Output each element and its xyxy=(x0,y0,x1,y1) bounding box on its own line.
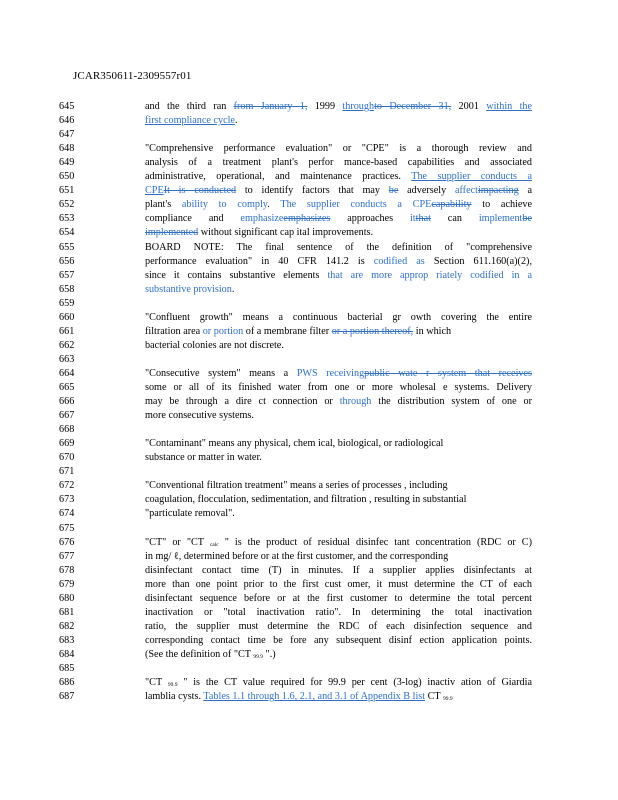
line-number: 658 xyxy=(59,283,75,295)
text-line xyxy=(145,621,532,632)
subscript-text: 99.9 xyxy=(253,653,263,660)
inserted-text: CPE xyxy=(145,185,164,197)
inserted-text: it xyxy=(409,213,416,225)
text-line xyxy=(145,199,532,210)
line-number: 660 xyxy=(59,311,75,323)
line-number: 657 xyxy=(59,269,75,281)
text-line xyxy=(145,593,532,604)
subscript-text: 99.9 xyxy=(167,682,178,689)
text-run: may be through a dire ct connection or xyxy=(145,396,340,408)
line-number: 651 xyxy=(59,185,75,197)
text-line xyxy=(145,382,532,393)
text-line xyxy=(145,452,532,463)
inserted-text: within the xyxy=(486,101,533,112)
line-number: 664 xyxy=(59,367,75,379)
text-line xyxy=(145,242,532,253)
text-run: in mg/ ℓ, determined before or at the first customer, and the corresponding xyxy=(145,550,449,562)
text-line xyxy=(145,270,532,281)
line-number: 653 xyxy=(59,213,75,225)
text-run: a xyxy=(518,185,532,197)
deleted-text: that xyxy=(415,213,431,225)
inserted-text: through xyxy=(339,396,372,408)
line-number: 671 xyxy=(59,466,75,478)
line-number: 669 xyxy=(59,438,75,450)
line-number: 682 xyxy=(59,620,75,632)
text-line xyxy=(145,494,532,505)
text-run: of a membrane filter xyxy=(243,325,332,337)
text-line xyxy=(145,312,532,323)
text-run: without significant cap ital improvements. xyxy=(198,227,374,239)
text-run: "Contaminant" means any physical, chem ical, biological, or radiological xyxy=(145,438,444,450)
text-run: since it contains substantive elements xyxy=(145,269,328,281)
text-run: 1999 xyxy=(307,101,343,112)
text-run: to identify factors that may xyxy=(236,185,389,197)
inserted-text: affect xyxy=(454,185,478,197)
text-run: and the third ran xyxy=(145,101,234,112)
line-number: 686 xyxy=(59,677,75,689)
text-run: some or all of its finished water from one or more wholesal e systems. Delivery xyxy=(145,382,532,393)
text-line xyxy=(145,677,532,691)
deleted-text: capability xyxy=(431,199,472,211)
text-run: substance or matter in water. xyxy=(145,452,262,464)
text-run: approaches xyxy=(330,213,410,225)
inserted-text: The supplier conducts a CPE xyxy=(280,199,432,211)
text-line xyxy=(145,635,532,646)
text-line xyxy=(145,227,532,238)
line-number: 654 xyxy=(59,227,75,239)
line-number: 678 xyxy=(59,564,75,576)
inserted-text: ability to comply xyxy=(181,199,268,211)
line-number: 649 xyxy=(59,157,75,169)
inserted-text: PWS receiving xyxy=(296,367,365,379)
text-run: to achieve xyxy=(471,199,533,211)
text-line xyxy=(145,101,532,112)
text-line xyxy=(145,508,532,519)
line-number: 662 xyxy=(59,339,75,351)
text-run: analysis of a treatment plant's perfor mance-based capabilities and associated xyxy=(145,157,532,169)
subscript-text: calc xyxy=(209,541,219,548)
line-number: 647 xyxy=(59,129,75,141)
text-run: in which xyxy=(413,325,452,337)
text-run: (See the definition of "CT xyxy=(145,648,254,660)
text-run: . xyxy=(267,199,281,211)
text-line xyxy=(145,480,532,491)
text-run: compliance and xyxy=(145,213,241,225)
text-run: . xyxy=(234,115,238,127)
inserted-text: that are more approp riately codified in a xyxy=(327,269,532,281)
line-number: 680 xyxy=(59,592,75,604)
line-number: 661 xyxy=(59,325,75,337)
text-line xyxy=(145,368,532,379)
text-run: Section 611.160(a)(2), xyxy=(424,255,532,267)
text-line xyxy=(145,579,532,590)
line-number: 683 xyxy=(59,634,75,646)
line-number: 681 xyxy=(59,606,75,618)
text-run: "CT" or "CT xyxy=(145,536,210,548)
text-line xyxy=(145,157,532,168)
line-number: 665 xyxy=(59,382,75,393)
text-line xyxy=(145,340,532,351)
text-line xyxy=(145,565,532,576)
line-number: 645 xyxy=(59,101,75,112)
text-line xyxy=(145,537,532,551)
text-run: inactivation or "total inactivation ratio". In determining the total inactivation xyxy=(145,606,532,618)
text-run: can xyxy=(430,213,479,225)
text-run: adversely xyxy=(398,185,455,197)
text-line xyxy=(145,256,532,267)
inserted-text: substantive provision xyxy=(145,283,232,295)
text-run: filtration area xyxy=(145,325,203,337)
inserted-text: implement xyxy=(478,213,523,225)
text-line xyxy=(145,185,532,196)
inserted-text: codified xyxy=(373,255,408,267)
text-run: ".) xyxy=(263,648,276,660)
text-line xyxy=(145,284,532,295)
line-number: 648 xyxy=(59,143,75,155)
line-number: 650 xyxy=(59,171,75,183)
text-run: more than one point prior to the first cust omer, it must determine the CT of each xyxy=(145,578,532,590)
text-line xyxy=(145,326,532,337)
text-line xyxy=(145,691,532,705)
deleted-text: It is conducted xyxy=(163,185,237,197)
inserted-text: through xyxy=(342,101,375,112)
line-number: 675 xyxy=(59,522,75,534)
text-run: bacterial colonies are not discrete. xyxy=(145,339,284,351)
line-number: 646 xyxy=(59,115,75,127)
line-number: 668 xyxy=(59,424,75,436)
text-run: " is the product of residual disinfec tant concentration (RDC or C) xyxy=(218,536,532,548)
inserted-text: first compliance cycle xyxy=(145,115,235,127)
line-number: 663 xyxy=(59,353,75,365)
text-run: coagulation, flocculation, sedimentation, and filtration , resulting in substantial xyxy=(145,494,467,506)
line-number: 659 xyxy=(59,297,75,309)
text-run: " is the CT value required for 99.9 per cent (3-log) inactiv ation of Giardia xyxy=(177,677,532,689)
text-run: lamblia cysts. xyxy=(145,691,204,703)
text-run: plant's xyxy=(145,199,182,211)
text-run: ratio, the supplier must determine the RDC of each disinfection sequence and xyxy=(145,620,532,632)
line-number: 670 xyxy=(59,452,75,464)
text-run: performance evaluation" in 40 CFR 141.2 is xyxy=(145,255,374,267)
text-run: disinfectant contact time (T) in minutes. If a supplier applies disinfectants at xyxy=(145,564,532,576)
subscript-text: 99.9 xyxy=(443,696,453,703)
text-run xyxy=(407,256,416,267)
text-run: the distribution system of one or xyxy=(371,396,532,408)
deleted-text: be xyxy=(388,185,399,197)
deleted-text: be xyxy=(522,213,533,225)
line-number: 677 xyxy=(59,550,75,562)
text-run: "CT xyxy=(145,677,168,689)
deleted-text: impacting xyxy=(477,185,519,197)
deleted-text: or a portion thereof, xyxy=(331,325,414,337)
text-run: "Confluent growth" means a continuous bacterial gr owth covering the entire xyxy=(145,311,532,323)
line-number: 667 xyxy=(59,410,75,422)
text-line xyxy=(145,551,532,562)
text-line xyxy=(145,607,532,618)
line-number: 674 xyxy=(59,508,75,520)
line-number: 676 xyxy=(59,536,75,548)
inserted-text: or portion xyxy=(202,325,244,337)
line-number: 673 xyxy=(59,494,75,506)
text-run: CT xyxy=(425,691,444,703)
inserted-text: Tables 1.1 through 1.6, 2.1, and 3.1 of Appendix B list xyxy=(203,691,426,703)
text-run: "Conventional filtration treatment" means a series of processes , including xyxy=(145,480,448,492)
text-run: disinfectant sequence before or at the first customer to determine the total percent xyxy=(145,592,532,604)
text-line xyxy=(145,410,532,421)
text-run: "Consecutive system" means a xyxy=(145,367,297,379)
deleted-text: public wate r system that receives xyxy=(364,367,532,379)
text-line xyxy=(145,143,532,154)
line-number: 679 xyxy=(59,578,75,590)
deleted-text: implemented xyxy=(145,227,199,239)
deleted-text: to December 31, xyxy=(374,101,452,112)
deleted-text: from January 1, xyxy=(233,101,308,112)
deleted-text: emphasizes xyxy=(283,213,331,225)
text-run: corresponding contact time be fore any subsequent disinf ection application points. xyxy=(145,634,532,646)
line-number: 685 xyxy=(59,663,75,674)
line-number: 672 xyxy=(59,480,75,492)
text-run: more consecutive systems. xyxy=(145,410,254,422)
text-run: "particulate removal". xyxy=(145,508,235,520)
text-line xyxy=(145,438,532,449)
line-number: 684 xyxy=(59,648,75,660)
text-run: . xyxy=(231,283,235,295)
line-number: 666 xyxy=(59,396,75,408)
line-number: 655 xyxy=(59,241,75,253)
inserted-text: The supplier conducts a xyxy=(411,171,532,183)
text-line xyxy=(145,213,532,224)
text-line xyxy=(145,171,532,182)
inserted-text: emphasize xyxy=(240,213,284,225)
text-run: administrative, operational, and maintenance practices. xyxy=(145,171,412,183)
text-line xyxy=(145,115,532,126)
inserted-text: as xyxy=(416,255,425,267)
text-run: BOARD NOTE: The final sentence of the definition of "comprehensive xyxy=(145,241,532,253)
line-number: 687 xyxy=(59,691,75,703)
line-number: 656 xyxy=(59,255,75,267)
text-line xyxy=(145,396,532,407)
text-line xyxy=(145,649,532,663)
line-number: 652 xyxy=(59,199,75,211)
document-id-header: JCAR350611-2309557r01 xyxy=(73,70,192,82)
text-run: "Comprehensive performance evaluation" or "CPE" is a thorough review and xyxy=(145,143,532,155)
text-run: 2001 xyxy=(451,101,487,112)
